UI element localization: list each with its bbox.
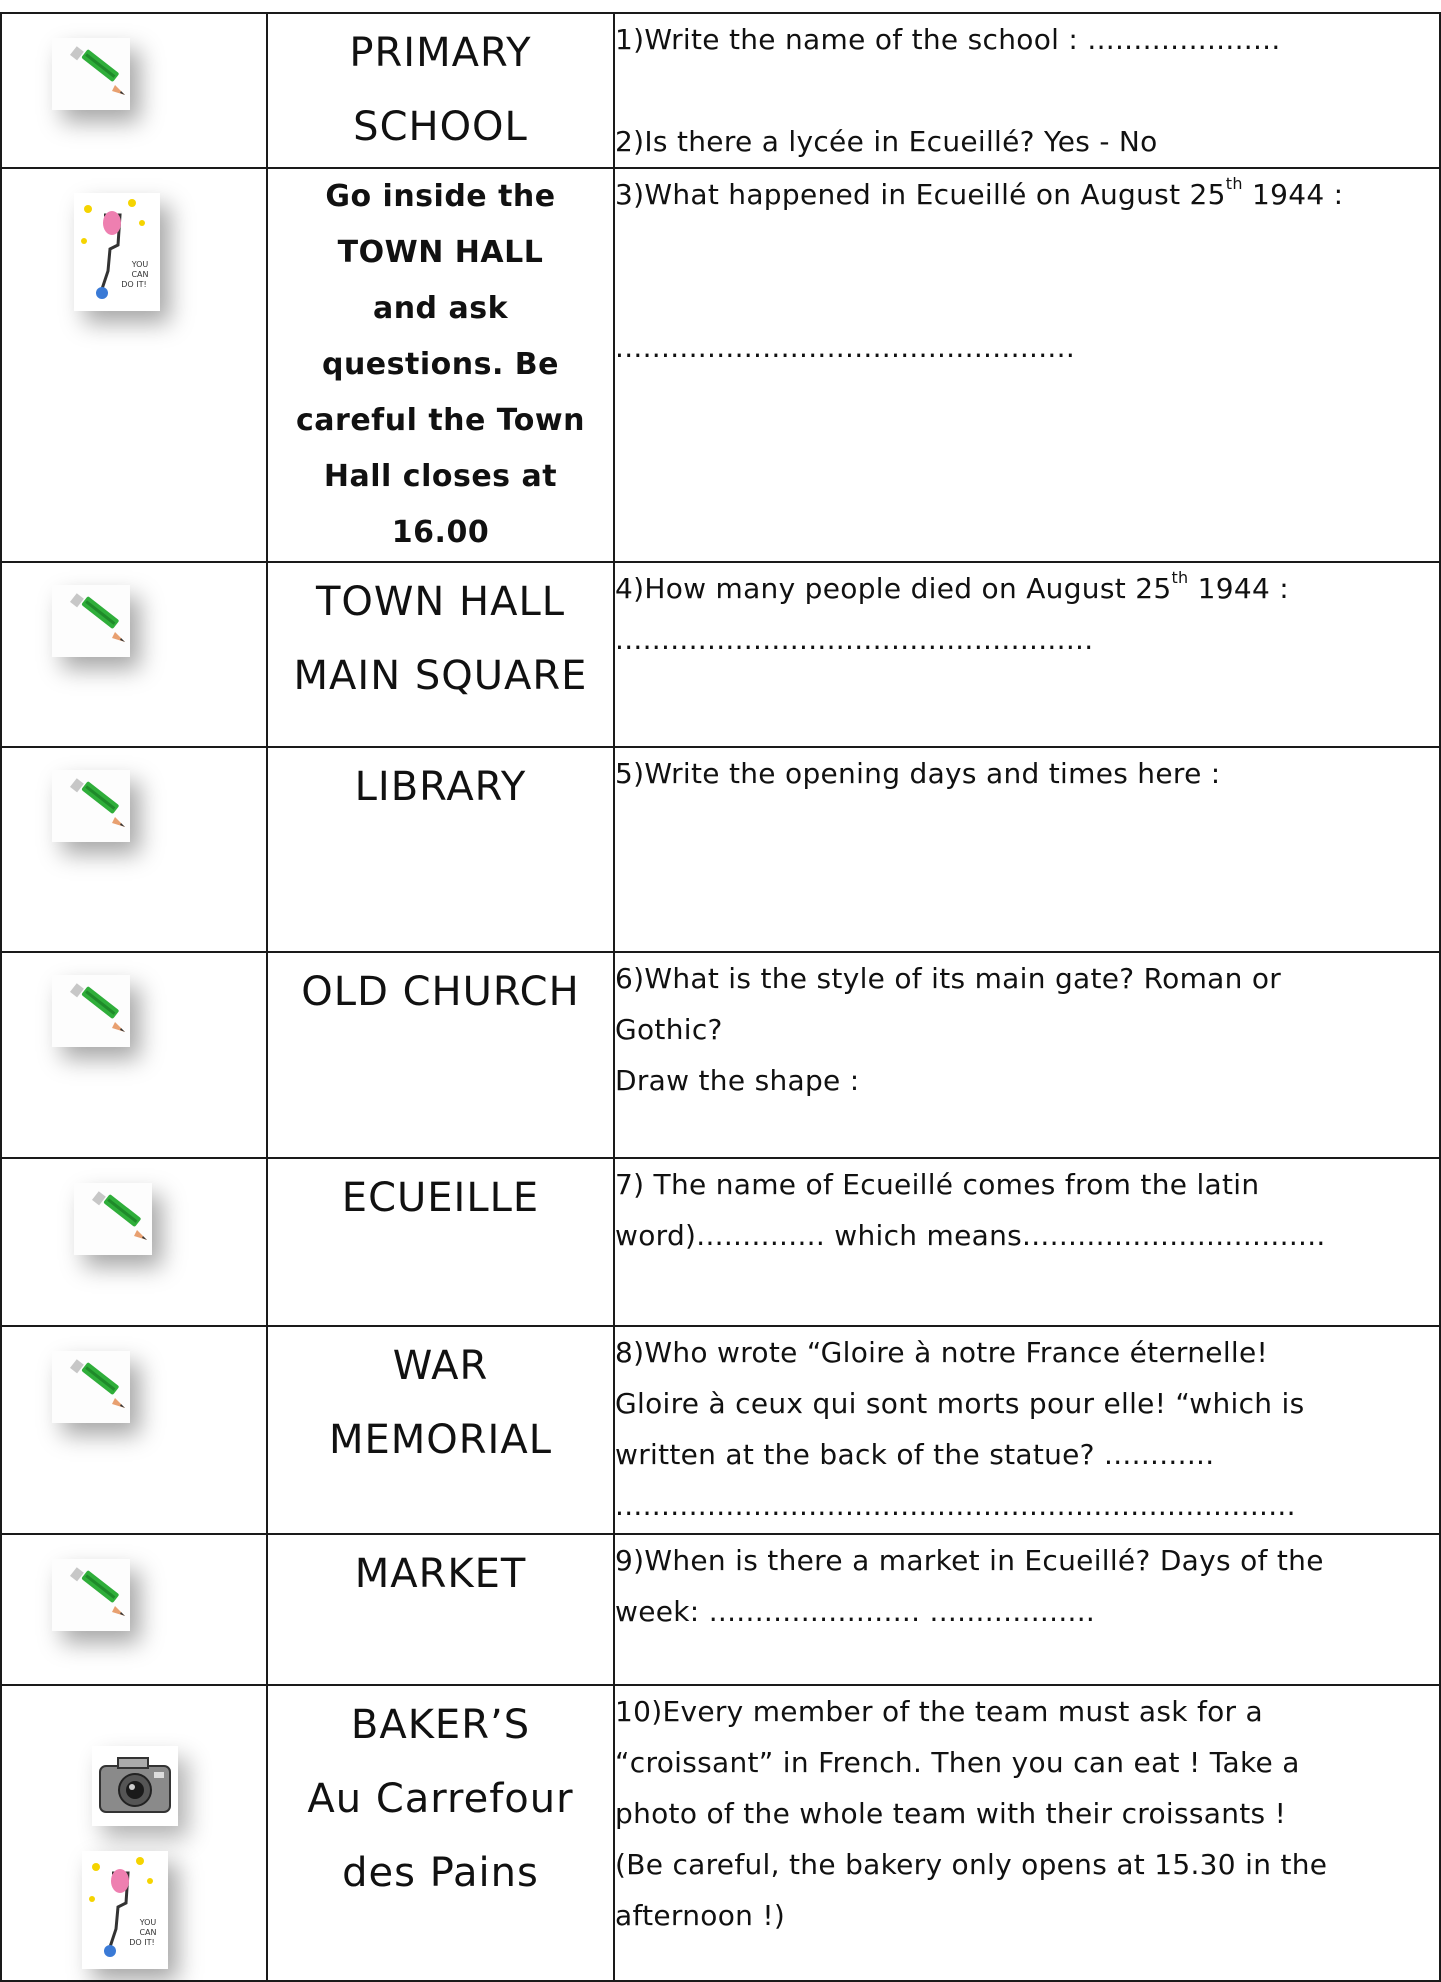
table-row xyxy=(1,1158,1440,1326)
place-label: WAR MEMORIAL xyxy=(328,1343,553,1463)
pencil-icon xyxy=(52,770,130,842)
camera-icon xyxy=(92,1746,178,1826)
table-row xyxy=(1,1685,1440,1981)
worksheet-table xyxy=(0,12,1441,1982)
table-row xyxy=(1,13,1440,168)
table-row xyxy=(1,1534,1440,1685)
table-row xyxy=(1,168,1440,562)
place-label: OLD CHURCH xyxy=(301,969,580,1015)
place-label: MARKET xyxy=(354,1551,527,1597)
question-text: 7) The name of Ecueillé comes from the latin word).............. which means................................. xyxy=(615,1168,1326,1252)
pencil-icon xyxy=(52,975,130,1047)
svg-text:CAN: CAN xyxy=(131,270,149,279)
question-text: 6)What is the style of its main gate? Roman or Gothic? Draw the shape : xyxy=(615,962,1282,1097)
pencil-icon xyxy=(52,585,130,657)
table-row xyxy=(1,747,1440,952)
place-label: TOWN HALL MAIN SQUARE xyxy=(293,579,588,699)
question-text: 5)Write the opening days and times here : xyxy=(615,757,1221,790)
place-label: BAKER’S Au Carrefour des Pains xyxy=(307,1702,574,1896)
question-text: 4)How many people died on August 25th 1944 : .................................................... xyxy=(615,568,1290,656)
pencil-icon xyxy=(52,1559,130,1631)
table-row xyxy=(1,562,1440,747)
svg-text:YOU: YOU xyxy=(131,260,149,269)
svg-text:CAN: CAN xyxy=(139,1928,157,1937)
question-text: 3)What happened in Ecueillé on August 25th 1944 : .................................................. xyxy=(615,174,1344,364)
pencil-icon xyxy=(74,1183,152,1255)
pencil-icon xyxy=(52,1351,130,1423)
you-can-do-it-icon xyxy=(74,193,160,311)
question-text: 10)Every member of the team must ask for a “croissant” in French. Then you can eat ! Take a photo of the whole team with their croissants ! (Be careful, the bakery only opens at 15.30 in the afternoon !) xyxy=(615,1695,1328,1932)
pencil-icon xyxy=(52,38,130,110)
svg-text:DO IT!: DO IT! xyxy=(129,1938,155,1947)
question-text: 8)Who wrote “Gloire à notre France éternelle! Gloire à ceux qui sont morts pour elle! “which is written at the back of the statue? ............ .......................................................................... xyxy=(615,1336,1305,1522)
place-label: PRIMARY SCHOOL xyxy=(349,30,532,150)
question-text: 1)Write the name of the school : ..................... 2)Is there a lycée in Ecueillé? Yes - No xyxy=(615,23,1281,158)
place-label: LIBRARY xyxy=(354,764,527,810)
question-text: 9)When is there a market in Ecueillé? Days of the week: ....................... .................. xyxy=(615,1544,1324,1628)
place-label: ECUEILLE xyxy=(341,1175,540,1221)
table-row xyxy=(1,952,1440,1158)
svg-text:DO IT!: DO IT! xyxy=(121,280,147,289)
you-can-do-it-icon xyxy=(82,1851,168,1969)
svg-text:YOU: YOU xyxy=(139,1918,157,1927)
table-row xyxy=(1,1326,1440,1534)
place-label: Go inside the TOWN HALL and ask questions. Be careful the Town Hall closes at 16.00 xyxy=(296,179,585,550)
